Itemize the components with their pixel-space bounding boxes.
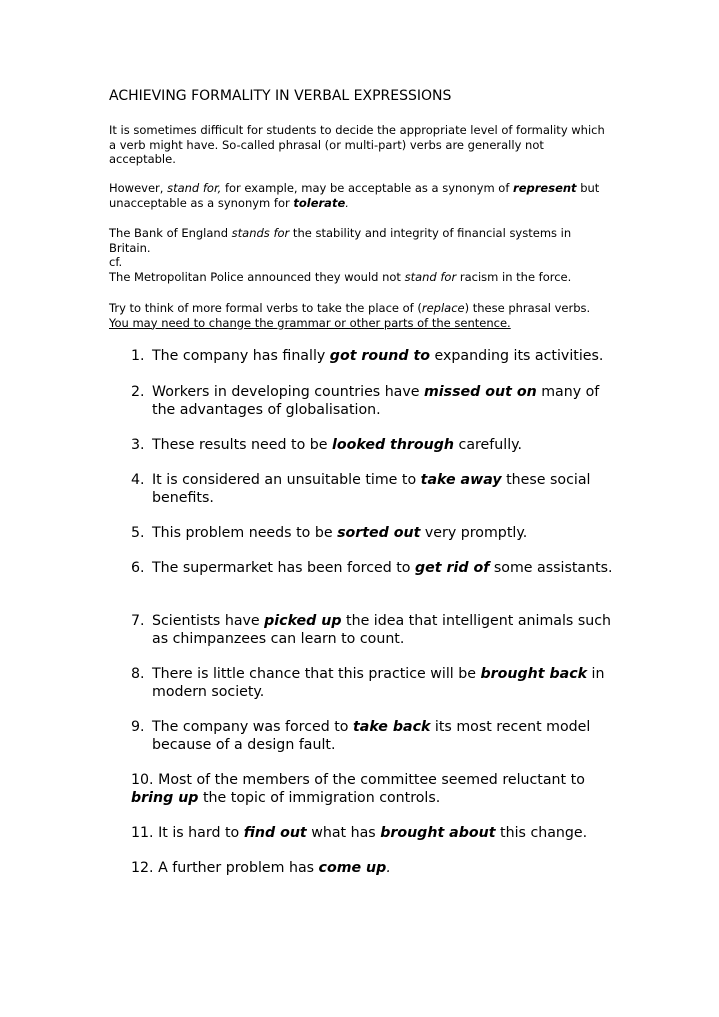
exercise-phrasal-verb: looked through — [332, 437, 455, 453]
exercise-text: expanding its activities. — [430, 348, 604, 364]
exercise-text: 10. Most of the members of the committee seemed reluctant to — [131, 772, 585, 788]
cf-label: cf. — [109, 255, 123, 269]
exercise-text: Scientists have — [152, 613, 265, 629]
exercise-phrasal-verb: take back — [353, 719, 431, 735]
exercise-text: The company has finally — [152, 348, 330, 364]
note-word-represent: represent — [513, 181, 577, 195]
example-pair — [109, 226, 609, 284]
note-text: for example, may be acceptable as a synonym of — [221, 181, 514, 195]
exercise-text: 12. A further problem has — [131, 860, 319, 876]
note-text: However, — [109, 181, 168, 195]
note-word-tolerate: tolerate — [293, 195, 346, 210]
instructions-text: ) these phrasal verbs. — [464, 301, 591, 315]
exercise-number: 9. — [131, 719, 145, 735]
exercise-phrasal-verb: sorted out — [337, 525, 421, 541]
exercise-text: some assistants. — [489, 560, 613, 576]
exercise-text: These results need to be — [152, 437, 333, 453]
exercise-phrasal-verb: got round to — [329, 348, 430, 364]
exercise-text: 11. It is hard to — [131, 825, 244, 841]
exercise-text: carefully. — [454, 437, 523, 453]
example-a — [109, 226, 609, 255]
note-text: . — [345, 195, 349, 210]
exercise-phrasal-verb: come up — [318, 860, 387, 876]
example-text: racism in the force. — [456, 269, 572, 284]
exercise-text: There is little chance that this practice will be — [152, 666, 481, 682]
exercise-text: its most recent model because of a design fault. — [152, 719, 591, 753]
exercise-text: Workers in developing countries have — [152, 384, 425, 400]
exercise-text: very promptly. — [420, 525, 528, 541]
exercise-text: what has — [306, 825, 381, 841]
exercise-text: this change. — [495, 825, 588, 841]
exercise-phrasal-verb: bring up — [131, 790, 199, 806]
stand-for-note — [109, 181, 609, 210]
exercise-text: This problem needs to be — [152, 525, 338, 541]
instructions-paragraph — [109, 301, 609, 330]
exercise-phrasal-verb: brought about — [380, 825, 496, 841]
exercise-text: these social benefits. — [152, 472, 591, 506]
instructions-text: Try to think of more formal verbs to take the place of ( — [109, 301, 422, 315]
exercise-number: 4. — [131, 472, 145, 488]
exercise-text: many of the advantages of globalisation. — [152, 384, 600, 418]
page-title: ACHIEVING FORMALITY IN VERBAL EXPRESSIONS — [109, 88, 452, 104]
example-text: the stability and integrity of financial systems in Britain. — [109, 226, 572, 255]
exercise-phrasal-verb: brought back — [480, 666, 588, 682]
exercise-text: . — [386, 860, 391, 876]
example-phrase: stand for — [404, 269, 457, 284]
exercise-text: the topic of immigration controls. — [198, 790, 441, 806]
exercise-text: in modern society. — [152, 666, 605, 700]
exercise-number: 7. — [131, 613, 145, 629]
example-b — [109, 270, 609, 285]
instructions-replace: replace — [421, 301, 465, 315]
exercise-text: It is considered an unsuitable time to — [152, 472, 421, 488]
exercise-phrasal-verb: find out — [243, 825, 307, 841]
exercise-number: 1. — [131, 348, 145, 364]
intro-text: It is sometimes difficult for students to decide the appropriate level of formality which a verb might have. So-called phrasal (or multi-part) verbs are generally not acceptable. — [109, 123, 605, 166]
exercise-number: 8. — [131, 666, 145, 682]
example-phrase: stands for — [231, 226, 290, 240]
exercise-phrasal-verb: take away — [420, 472, 502, 488]
exercise-phrasal-verb: get rid of — [415, 560, 490, 576]
exercise-number: 3. — [131, 437, 145, 453]
exercise-text: The supermarket has been forced to — [152, 560, 416, 576]
exercise-text: The company was forced to — [152, 719, 353, 735]
exercise-text: the idea that intelligent animals such as chimpanzees can learn to count. — [152, 613, 612, 647]
exercise-phrasal-verb: picked up — [264, 613, 342, 629]
example-text: The Metropolitan Police announced they would not — [109, 269, 405, 284]
exercise-phrasal-verb: missed out on — [424, 384, 537, 400]
intro-paragraph — [109, 123, 609, 167]
note-phrase-stand-for: stand for, — [167, 181, 222, 195]
exercise-number: 6. — [131, 560, 145, 576]
instructions-underlined: You may need to change the grammar or other parts of the sentence. — [109, 315, 511, 330]
note-text: but unacceptable as a synonym for — [109, 181, 600, 210]
example-text: The Bank of England — [109, 226, 232, 240]
exercise-number: 2. — [131, 384, 145, 400]
exercise-number: 5. — [131, 525, 145, 541]
